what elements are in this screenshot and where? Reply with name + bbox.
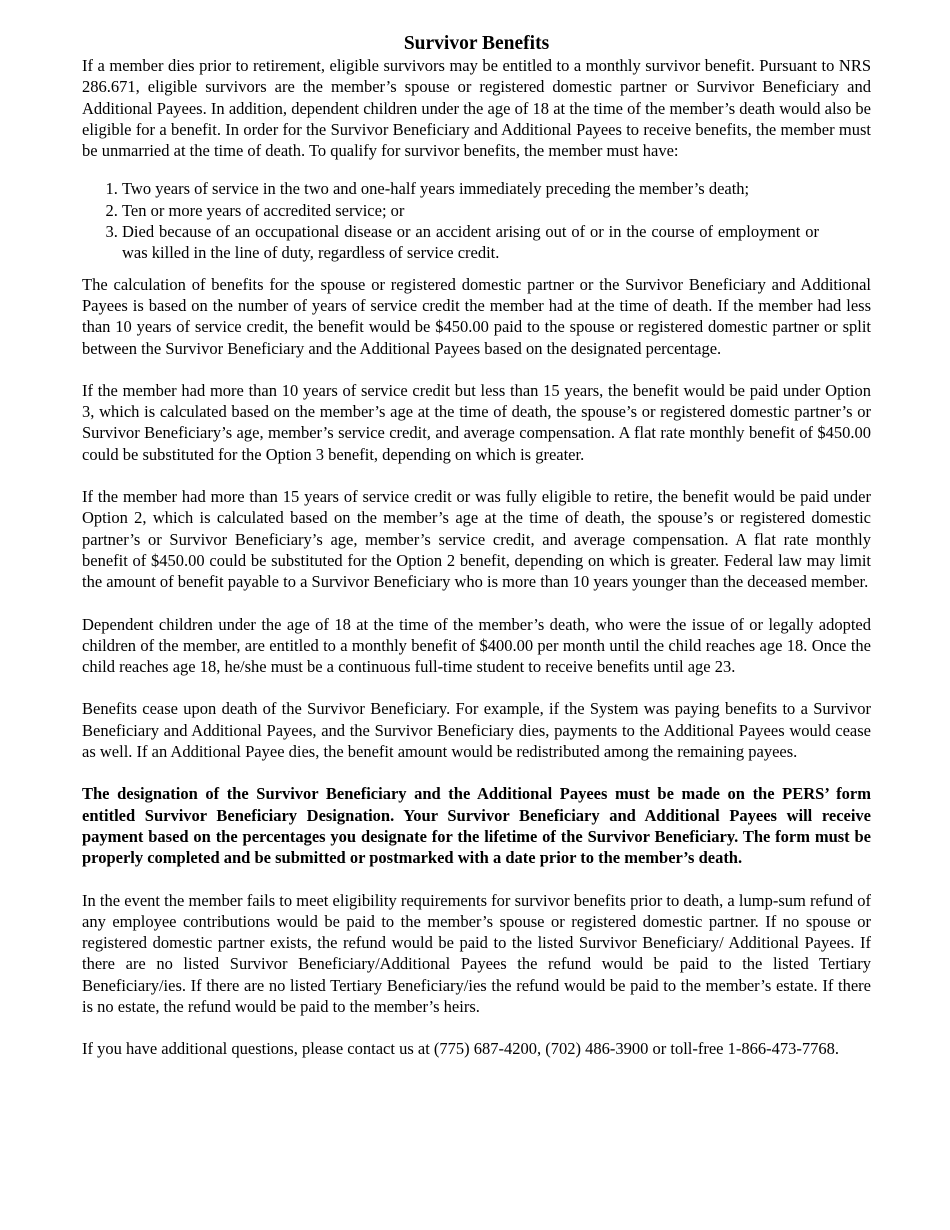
option2-paragraph: If the member had more than 15 years of service credit or was fully eligible to retire, the benefit would be paid under Option 2, which is calculated based on the member’s age at the time of death, the spouse’s or registered domestic partner’s or Survivor Beneficiary’s age, member’s service credit, and average compensation. A flat rate monthly benefit of $450.00 could be substituted for the Option 2 benefit, depending on which is greater. Federal law may limit the amount of benefit payable to a Survivor Beneficiary who is more than 10 years younger than the deceased member. xyxy=(82,487,871,592)
option3-paragraph: If the member had more than 10 years of service credit but less than 15 years, the benefit would be paid under Option 3, which is calculated based on the member’s age at the time of death, the spouse’s or registered domestic partner’s or Survivor Beneficiary’s age, member’s service credit, and average compensation. A flat rate monthly benefit of $450.00 could be substituted for the Option 3 benefit, depending on which is greater. xyxy=(82,380,871,464)
list-item: 3. Died because of an occupational disease or an accident arising out of or in the course of employment or was killed in the line of duty, regardless of service credit. xyxy=(122,221,819,264)
list-item: 1. Two years of service in the two and one-half years immediately preceding the member’s death; xyxy=(122,178,819,199)
calculation-paragraph: The calculation of benefits for the spouse or registered domestic partner or the Survivor Beneficiary and Additional Payees is based on the number of years of service credit the member had at the time of death. If the member had less than 10 years of service credit, the benefit would be $450.00 paid to the spouse or registered domestic partner or split between the Survivor Beneficiary and the Additional Payees based on the designated percentage. xyxy=(82,274,871,358)
designation-paragraph: The designation of the Survivor Beneficiary and the Additional Payees must be made on the PERS’ form entitled Survivor Beneficiary Designation. Your Survivor Beneficiary and Additional Payees will receive payment based on the percentages you designate for the lifetime of the Survivor Beneficiary. The form must be properly completed and be submitted or postmarked with a date prior to the member’s death. xyxy=(82,784,871,868)
contact-paragraph: If you have additional questions, please contact us at (775) 687-4200, (702) 486-3900 or toll-free 1-866-473-7768. xyxy=(82,1039,839,1059)
document-page xyxy=(82,32,871,1060)
page-title: Survivor Benefits xyxy=(403,33,550,54)
dependent-children-paragraph: Dependent children under the age of 18 at the time of the member’s death, who were the issue of or legally adopted children of the member, are entitled to a monthly benefit of $400.00 per month until the child reaches age 18. Once the child reaches age 18, he/she must be a continuous full-time student to receive benefits until age 23. xyxy=(82,614,871,677)
eligibility-requirements-list xyxy=(82,178,819,263)
benefits-cease-paragraph: Benefits cease upon death of the Survivor Beneficiary. For example, if the System was paying benefits to a Survivor Beneficiary and Additional Payees, and the Survivor Beneficiary dies, payments to the Additional Payees would cease as well. If an Additional Payee dies, the benefit amount would be redistributed among the remaining payees. xyxy=(82,699,871,762)
refund-paragraph: In the event the member fails to meet eligibility requirements for survivor benefits prior to death, a lump-sum refund of any employee contributions would be paid to the member’s spouse or registered domestic partner. If no spouse or registered domestic partner exists, the refund would be paid to the listed Survivor Beneficiary/ Additional Payees. If there are no listed Survivor Beneficiary/Additional Payees the refund would be paid to the listed Tertiary Beneficiary/ies. If there are no listed Tertiary Beneficiary/ies the refund would be paid to the member’s estate. If there is no estate, the refund would be paid to the member’s heirs. xyxy=(82,890,871,1016)
intro-paragraph: If a member dies prior to retirement, eligible survivors may be entitled to a monthly survivor benefit. Pursuant to NRS 286.671, eligible survivors are the member’s spouse or registered domestic partner or Survivor Beneficiary and Additional Payees. In addition, dependent children under the age of 18 at the time of the member’s death would also be eligible for a benefit. In order for the Survivor Beneficiary and Additional Payees to receive benefits, the member must be unmarried at the time of death. To qualify for survivor benefits, the member must have: xyxy=(82,56,871,161)
list-item: 2. Ten or more years of accredited service; or xyxy=(122,200,819,221)
